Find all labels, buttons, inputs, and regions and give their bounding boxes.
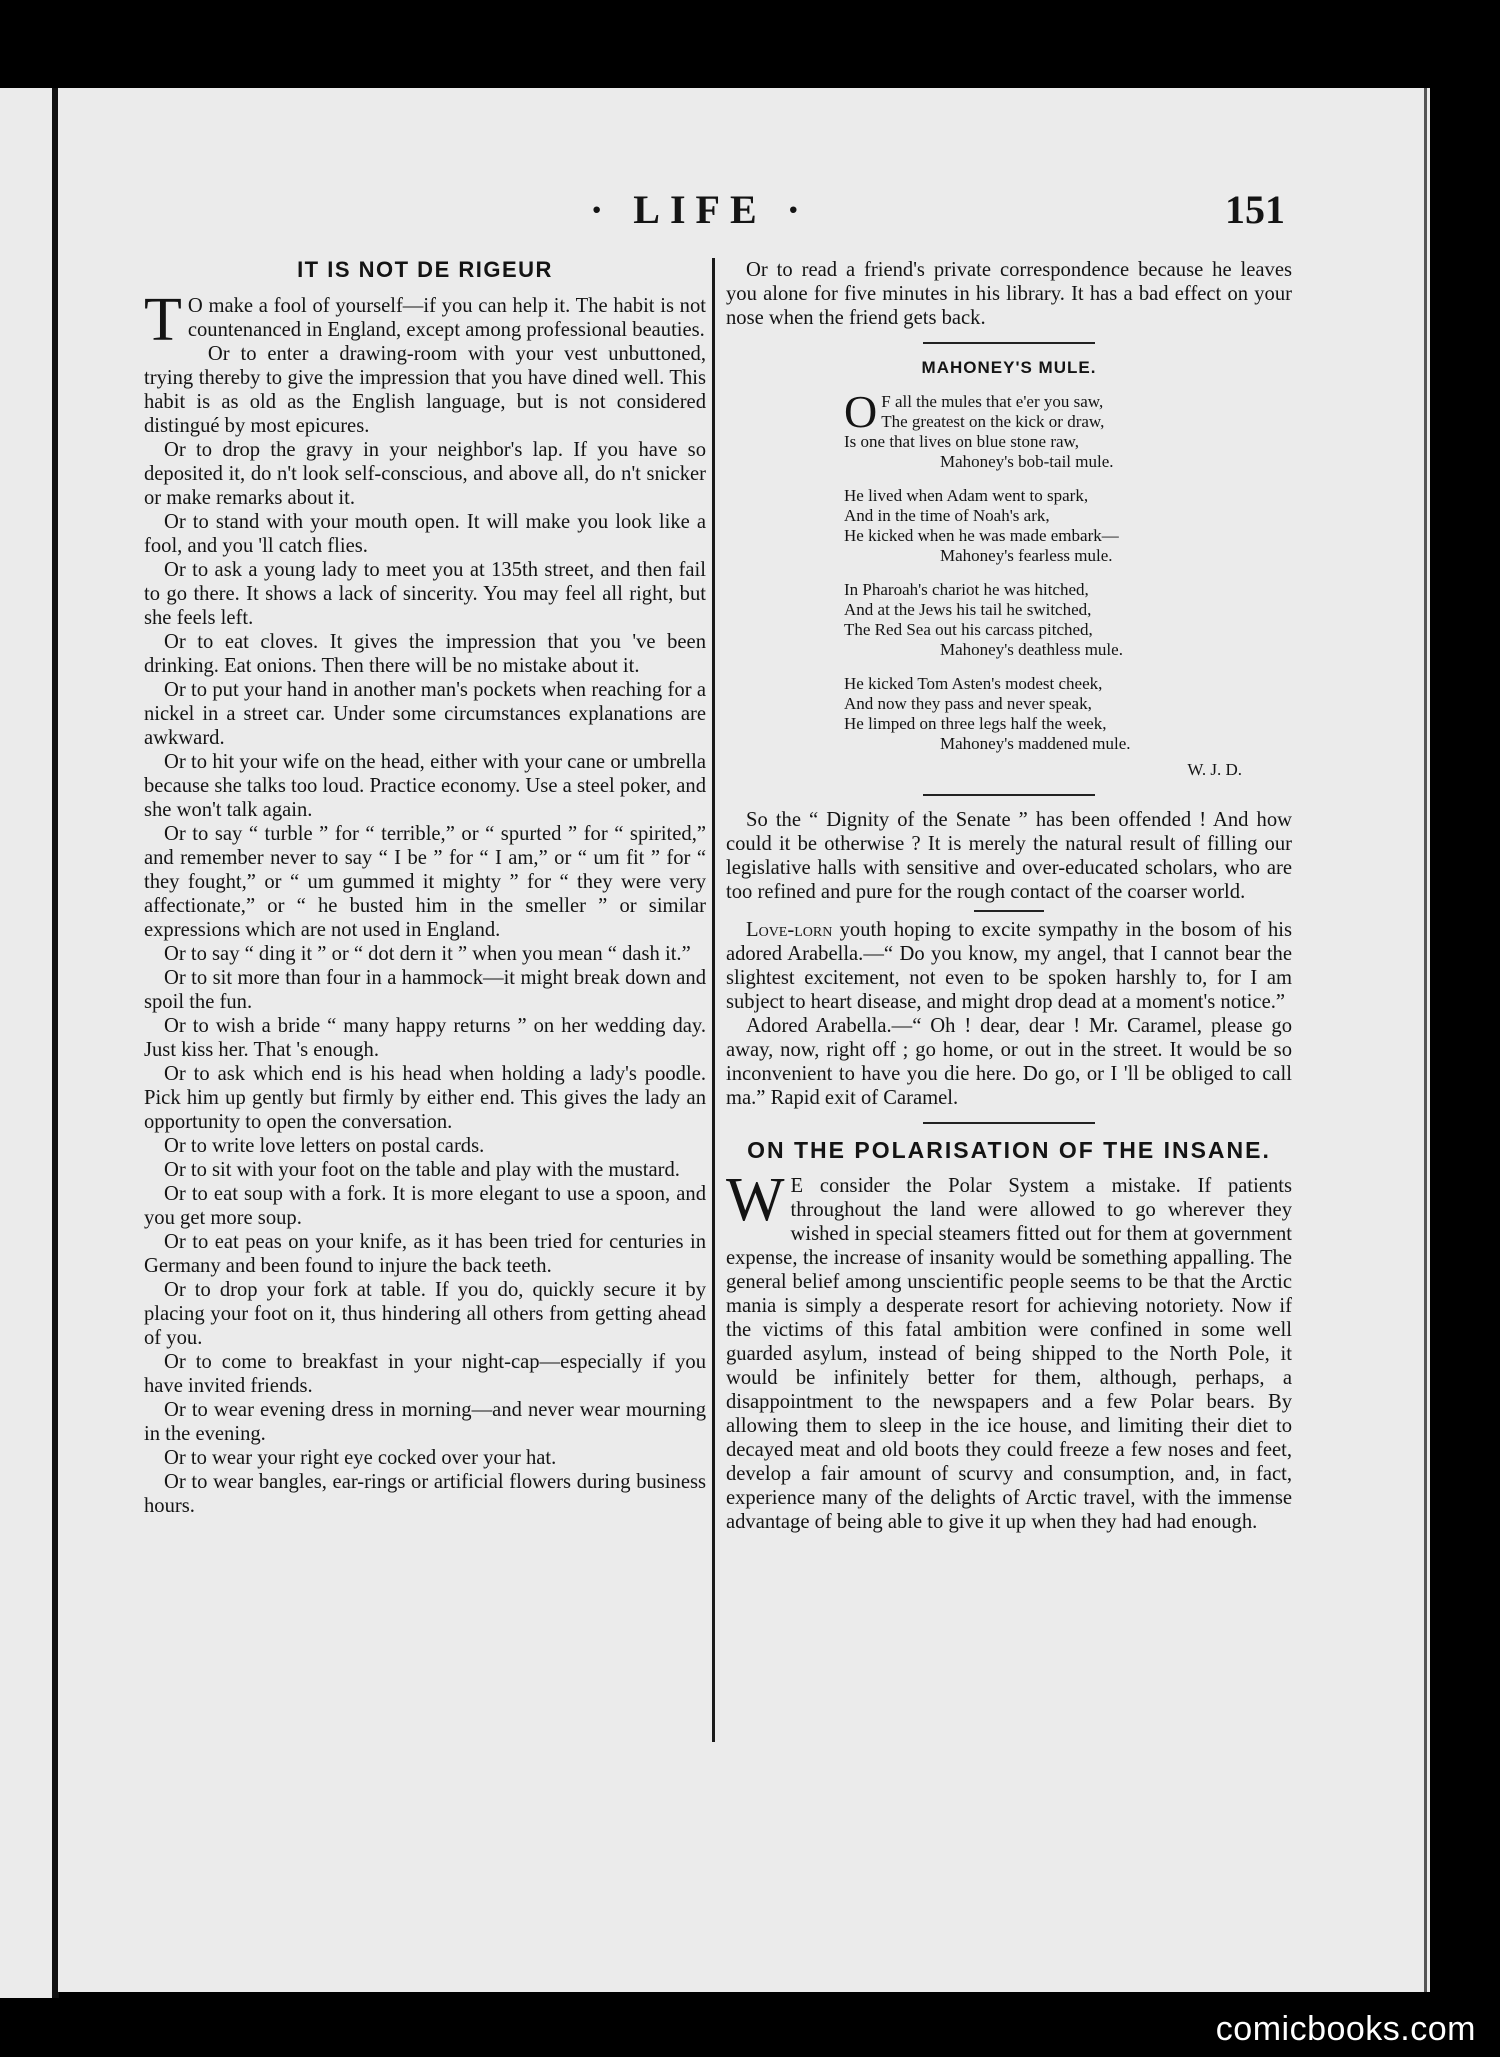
drop-cap: T <box>144 286 182 354</box>
article-paragraph: Or to write love letters on postal cards. <box>164 1135 485 1157</box>
poem-line: Mahoney's deathless mule. <box>940 640 1123 659</box>
article-paragraph: Or to eat soup with a fork. It is more elegant to use a spoon, and you get more soup. <box>144 1183 706 1229</box>
article-heading: IT IS NOT DE RIGEUR <box>297 257 553 282</box>
article-paragraph: Or to stand with your mouth open. It will make you look like a fool, and you 'll catch flies. <box>144 511 706 557</box>
poem-line: F all the mules that e'er you saw, <box>881 392 1104 411</box>
poem-line: And in the time of Noah's ark, <box>844 506 1050 525</box>
article-paragraph: Or to put your hand in another man's pockets when reaching for a nickel in a street car. Under some circumstances explanations are awkward. <box>144 679 706 749</box>
article-paragraph: Or to say “ turble ” for “ terrible,” or “ spurted ” for “ spirited,” and remember never to say “ I be ” for “ I am,” or “ um fit ” for “ they fought,” or “ um gummed it mighty ” for “ they were very affectionate,” or “ he busted him in the smeller ” or similar expressions which are not used in England. <box>144 823 706 941</box>
page-number: 151 <box>1225 187 1285 232</box>
poem-line: Is one that lives on blue stone raw, <box>844 432 1079 451</box>
section-rule <box>923 794 1095 796</box>
article-paragraph: Or to wear bangles, ear-rings or artificial flowers during business hours. <box>144 1471 706 1517</box>
poem-line: And at the Jews his tail he switched, <box>844 600 1092 619</box>
lovelorn-text: youth hoping to excite sympathy in the bosom of his adored Arabella.—“ Do you know, my angel, that I cannot bear the slightest excitement, not even to be spoken harshly to, for I am subject to heart disease, and might drop dead at a moment's notice.” <box>726 919 1292 1013</box>
article-paragraph: Or to come to breakfast in your night-cap—especially if you have invited friends. <box>144 1351 706 1397</box>
drop-cap: W <box>726 1166 785 1234</box>
senate-paragraph: So the “ Dignity of the Senate ” has been offended ! And how could it be otherwise ? It is merely the natural result of filling our legislative halls with sensitive and over-educated scholars, who are too refined and pure for the rough contact of the coarser world. <box>726 809 1292 903</box>
intro-text: O make a fool of yourself—if you can help it. The habit is not countenanced in England, except among professional beauties. <box>187 295 706 341</box>
poem-line: The greatest on the kick or draw, <box>881 412 1105 431</box>
watermark: comicbooks.com <box>1215 2010 1476 2048</box>
poem-stanza <box>844 386 1292 472</box>
article-paragraph: Or to sit more than four in a hammock—it might break down and spoil the fun. <box>144 967 706 1013</box>
poem-title: MAHONEY'S MULE. <box>921 358 1097 377</box>
poem-line: In Pharoah's chariot he was hitched, <box>844 580 1089 599</box>
article-paragraph: Or to say “ ding it ” or “ dot dern it ” when you mean “ dash it.” <box>164 943 691 965</box>
poem-line: Mahoney's bob-tail mule. <box>940 452 1114 471</box>
section-rule <box>923 342 1095 344</box>
article-paragraph: Or to sit with your foot on the table and play with the mustard. <box>164 1159 680 1181</box>
article-paragraph: Or to eat peas on your knife, as it has been tried for centuries in Germany and been found to injure the back teeth. <box>144 1231 706 1277</box>
lovelorn-lead: Love-lorn <box>746 919 833 941</box>
poem-line: He kicked when he was made embark— <box>844 526 1119 545</box>
intro-paragraph <box>144 286 706 354</box>
lovelorn-paragraph <box>726 918 1292 1014</box>
article-paragraph: Or to ask which end is his head when holding a lady's poodle. Pick him up gently but firmly by either end. This gives the lady an opportunity to open the conversation. <box>144 1063 706 1133</box>
column-divider <box>712 258 715 1742</box>
left-column <box>144 252 706 1518</box>
poem-line: Mahoney's maddened mule. <box>940 734 1131 753</box>
page-edge-line <box>1424 88 1427 1992</box>
poem <box>844 386 1292 754</box>
magazine-title: · LIFE · <box>589 187 811 232</box>
poem-stanza <box>844 580 1292 660</box>
article-paragraph: Or to ask a young lady to meet you at 135th street, and then fail to go there. It shows a lack of sincerity. You may feel all right, but she feels left. <box>144 559 706 629</box>
poem-line: The Red Sea out his carcass pitched, <box>844 620 1093 639</box>
article-paragraph: Or to eat cloves. It gives the impression that you 've been drinking. Eat onions. Then there will be no mistake about it. <box>144 631 706 677</box>
article-paragraph: Or to wish a bride “ many happy returns ” on her wedding day. Just kiss her. That 's enough. <box>144 1015 706 1061</box>
polar-paragraph <box>726 1166 1292 1534</box>
article-paragraph: Or to hit your wife on the head, either with your cane or umbrella because she talks too loud. Practice economy. Use a steel poker, and she won't talk again. <box>144 751 706 821</box>
section-rule <box>923 1122 1095 1124</box>
polar-text: E consider the Polar System a mistake. If patients throughout the land were allowed to go wherever they wished in special steamers fitted out for them at government expense, the increase of insanity would be something appalling. The general belief among unscientific people seems to be that the Arctic mania is simply a desperate resort for achieving notoriety. Now if the victims of this fatal ambition were confined in some well guarded asylum, instead of being shipped to the North Pole, it would be infinitely better for them, although, perhaps, a disappointment to the newspapers and a few Polar bears. By allowing them to sleep in the ice house, and limiting their diet to decayed meat and old boots they could freeze a few noses and feet, develop a fair amount of scurvy and consumption, and, in fact, experience many of the delights of Arctic travel, with the immense advantage of being able to give it up when they had had enough. <box>726 1175 1292 1533</box>
continuation-paragraph: Or to read a friend's private correspondence because he leaves you alone for five minutes in his library. It has a bad effect on your nose when the friend gets back. <box>726 259 1292 329</box>
poem-signature: W. J. D. <box>1187 760 1242 779</box>
article-paragraph: Or to wear evening dress in morning—and never wear mourning in the evening. <box>144 1399 706 1445</box>
right-column <box>726 258 1292 1534</box>
poem-line: And now they pass and never speak, <box>844 694 1092 713</box>
article-paragraph: Or to drop your fork at table. If you do, quickly secure it by placing your foot on it, thus hindering all others from getting ahead of you. <box>144 1279 706 1349</box>
poem-stanza <box>844 486 1292 566</box>
poem-line: He lived when Adam went to spark, <box>844 486 1089 505</box>
poem-line: Mahoney's fearless mule. <box>940 546 1113 565</box>
article-paragraph: Or to drop the gravy in your neighbor's lap. If you have so deposited it, do n't look self-conscious, and above all, do n't snicker or make remarks about it. <box>144 439 706 509</box>
article-paragraph: Or to wear your right eye cocked over your hat. <box>164 1447 557 1469</box>
polar-heading: ON THE POLARISATION OF THE INSANE. <box>747 1137 1271 1163</box>
poem-line: He limped on three legs half the week, <box>844 714 1107 733</box>
arabella-paragraph: Adored Arabella.—“ Oh ! dear, dear ! Mr. Caramel, please go away, now, right off ; go home, or out in the street. It would be so inconvenient to have you die here. Do go, or I 'll be obliged to call ma.” Rapid exit of Caramel. <box>726 1015 1292 1109</box>
poem-line: He kicked Tom Asten's modest cheek, <box>844 674 1103 693</box>
poem-drop-cap: O <box>844 386 878 437</box>
article-paragraph: Or to enter a drawing-room with your vest unbuttoned, trying thereby to give the impression that you have dined well. This habit is as old as the English language, but is not considered distingué by most epicures. <box>144 343 706 437</box>
section-rule <box>974 910 1044 912</box>
page-spine <box>0 88 58 1998</box>
poem-stanza <box>844 674 1292 754</box>
